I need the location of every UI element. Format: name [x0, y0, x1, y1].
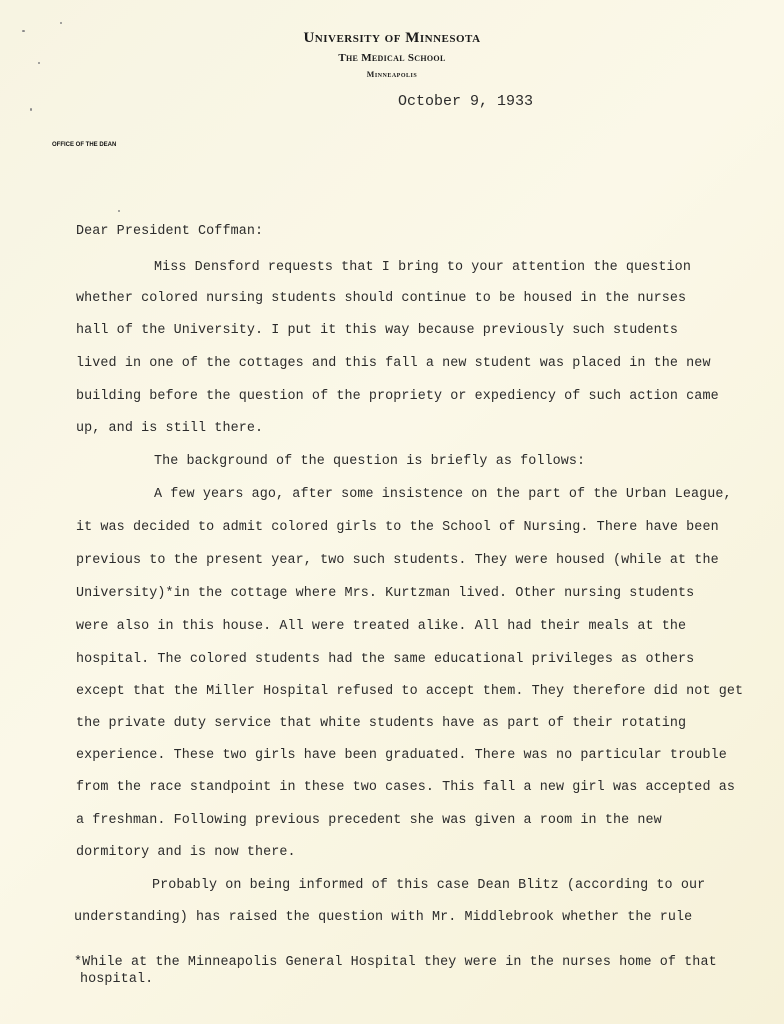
footnote-line: hospital.: [80, 972, 154, 987]
letterhead-city: Minneapolis: [366, 70, 418, 79]
body-line: were also in this house. All were treated alike. All had their meals at the: [76, 619, 687, 634]
body-line: lived in one of the cottages and this fall a new student was placed in the new: [76, 356, 711, 371]
body-line: the private duty service that white students have as part of their rotating: [76, 716, 687, 731]
body-line: except that the Miller Hospital refused to accept them. They therefore did not get: [76, 684, 744, 699]
body-line: whether colored nursing students should continue to be housed in the nurses: [76, 291, 687, 306]
body-line: dormitory and is now there.: [76, 845, 296, 860]
paper-speck: [22, 30, 25, 32]
salutation: Dear President Coffman:: [76, 224, 264, 239]
body-line: hospital. The colored students had the same educational privileges as others: [76, 652, 695, 667]
body-line: a freshman. Following previous precedent she was given a room in the new: [76, 813, 662, 828]
body-line: experience. These two girls have been graduated. There was no particular trouble: [76, 748, 727, 763]
body-line: hall of the University. I put it this way because previously such students: [76, 323, 679, 338]
body-line: Probably on being informed of this case Dean Blitz (according to our: [152, 878, 706, 893]
body-line: University)*in the cottage where Mrs. Kurtzman lived. Other nursing students: [76, 586, 695, 601]
body-line: from the race standpoint in these two cases. This fall a new girl was accepted as: [76, 780, 735, 795]
letterhead-university: University of Minnesota: [303, 30, 481, 46]
paper-speck: [30, 108, 32, 111]
body-line: up, and is still there.: [76, 421, 264, 436]
paper-speck: [60, 22, 62, 24]
paper-speck: [118, 210, 120, 212]
body-line: previous to the present year, two such students. They were housed (while at the: [76, 553, 719, 568]
paper-speck: [38, 62, 40, 64]
body-line: building before the question of the propriety or expediency of such action came: [76, 389, 719, 404]
footnote-line: *While at the Minneapolis General Hospital they were in the nurses home of that: [74, 955, 717, 970]
body-line: A few years ago, after some insistence on the part of the Urban League,: [154, 487, 732, 502]
office-label: OFFICE OF THE DEAN: [52, 142, 117, 148]
letter-date: October 9, 1933: [398, 93, 534, 110]
body-line: The background of the question is briefly as follows:: [154, 454, 586, 469]
body-line: it was decided to admit colored girls to the School of Nursing. There have been: [76, 520, 719, 535]
body-line: Miss Densford requests that I bring to your attention the question: [154, 260, 691, 275]
body-line: understanding) has raised the question with Mr. Middlebrook whether the rule: [74, 910, 693, 925]
letterhead-school: The Medical School: [338, 52, 446, 64]
